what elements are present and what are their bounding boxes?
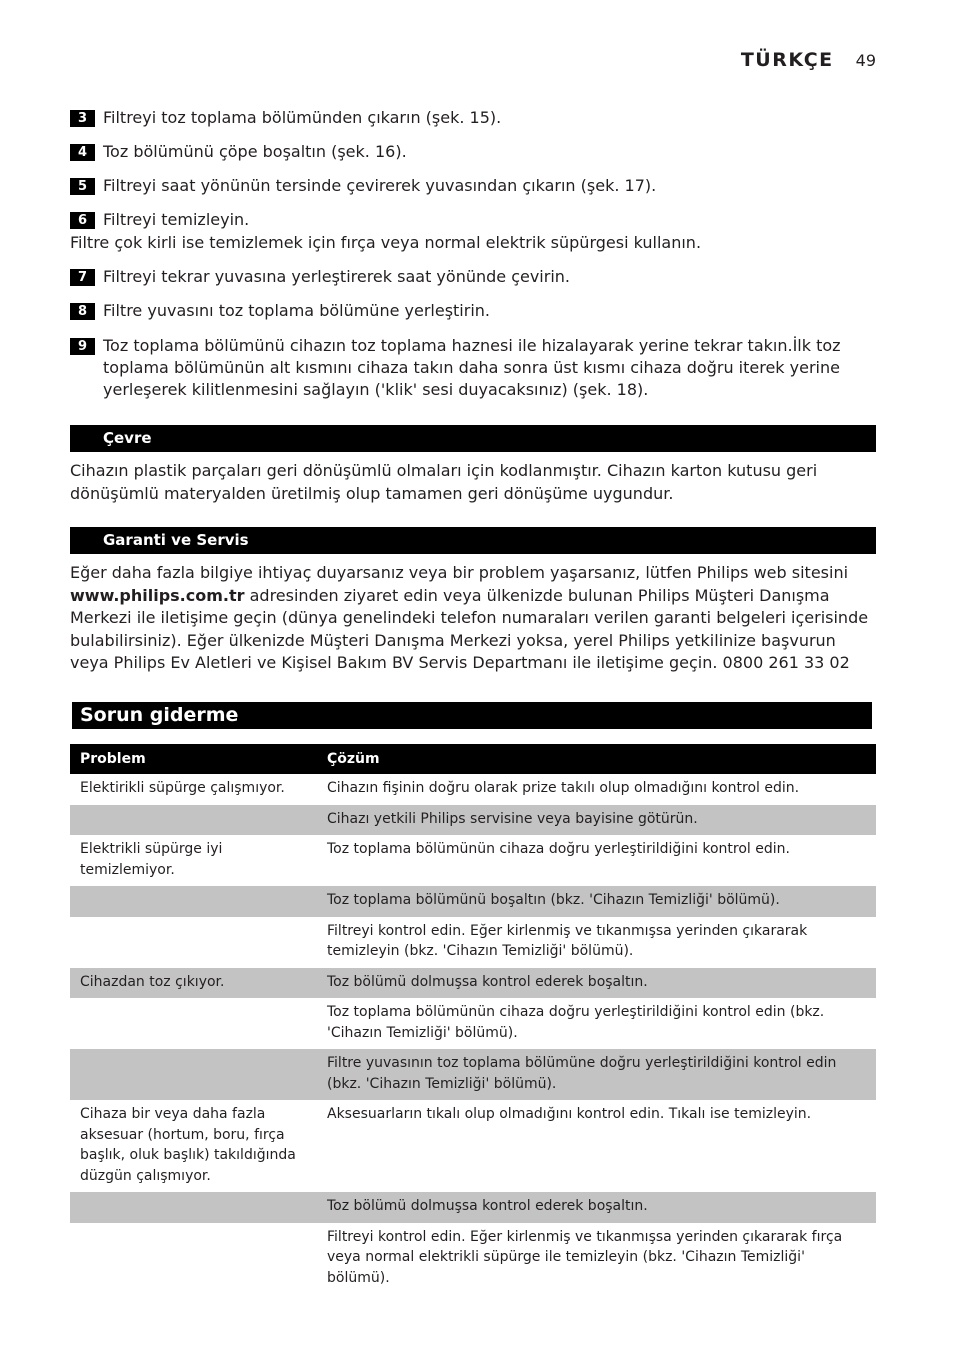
step-number-badge: 5 <box>70 178 95 195</box>
table-row <box>70 1100 876 1192</box>
column-header-solution: Çözüm <box>317 744 876 774</box>
step-text: Filtreyi tekrar yuvasına yerleştirerek saat yönünde çevirin. <box>103 267 570 286</box>
step-text: Filtreyi saat yönünün tersinde çevirerek yuvasından çıkarın (şek. 17). <box>103 176 657 195</box>
step-number-badge: 3 <box>70 110 95 127</box>
step-4 <box>70 141 876 163</box>
step-3 <box>70 107 876 129</box>
section-heading-garanti: Garanti ve Servis <box>70 527 876 554</box>
cevre-paragraph: Cihazın plastik parçaları geri dönüşümlü olmaları için kodlanmıştır. Cihazın karton kutusu geri dönüşümlü materyalden üretilmiş olup tamamen geri dönüşüme uygundur. <box>70 461 818 503</box>
solution-cell: Toz toplama bölümünün cihaza doğru yerleştirildiğini kontrol edin. <box>327 841 790 857</box>
step-5 <box>70 175 876 197</box>
solution-cell: Toz toplama bölümünü boşaltın (bkz. 'Cihazın Temizliği' bölümü). <box>317 886 876 917</box>
step-number-badge: 6 <box>70 212 95 229</box>
column-header-problem: Problem <box>70 744 317 774</box>
table-row <box>70 835 876 886</box>
table-row <box>70 917 876 968</box>
problem-cell: Elektrikli süpürge iyi temizlemiyor. <box>80 841 223 878</box>
problem-cell: Cihazdan toz çıkıyor. <box>70 968 317 999</box>
garanti-text-after: adresinden ziyaret edin veya ülkenizde bulunan Philips Müşteri Danışma Merkezi ile iletişime geçin (dünya genelindeki telefon numaraları verilen garanti belgeleri içerisinde bulabilirsiniz). Eğer ülkenizde Müşteri Danışma Merkezi yoksa, yerel Philips yetkilinize başvurun veya Philips Ev Aletleri ve Kişisel Bakım BV Servis Departmanı ile iletişime geçin. 0800 261 33 02 <box>70 585 869 673</box>
solution-cell: Filtre yuvasının toz toplama bölümüne doğru yerleştirildiğini kontrol edin (bkz. 'Cihazın Temizliği' bölümü). <box>317 1049 876 1100</box>
section-heading-cevre: Çevre <box>70 425 876 452</box>
section-heading-sorun-giderme: Sorun giderme <box>72 702 872 729</box>
philips-website-link[interactable]: www.philips.com.tr <box>70 585 245 605</box>
problem-cell: Cihaza bir veya daha fazla aksesuar (hortum, boru, fırça başlık, oluk başlık) takıldığında düzgün çalışmıyor. <box>80 1106 296 1184</box>
step-7 <box>70 266 876 288</box>
step-number-badge: 7 <box>70 269 95 286</box>
table-row <box>70 805 876 836</box>
solution-cell: Toz bölümü dolmuşsa kontrol ederek boşaltın. <box>317 968 876 999</box>
table-row <box>70 886 876 917</box>
solution-cell: Cihazın fişinin doğru olarak prize takılı olup olmadığını kontrol edin. <box>327 780 800 796</box>
solution-cell: Cihazı yetkili Philips servisine veya bayisine götürün. <box>317 805 876 836</box>
solution-cell: Filtreyi kontrol edin. Eğer kirlenmiş ve tıkanmışsa yerinden çıkararak fırça veya normal elektrikli süpürge ile temizleyin (bkz. 'Cihazın Temizliği' bölümü). <box>327 1228 843 1286</box>
table-header-row <box>70 744 876 774</box>
problem-cell <box>70 1192 317 1223</box>
table-row <box>70 968 876 999</box>
solution-cell: Filtreyi kontrol edin. Eğer kirlenmiş ve tıkanmışsa yerinden çıkararak temizleyin (bkz. 'Cihazın Temizliği' bölümü). <box>327 922 808 959</box>
step-text: Filtreyi temizleyin. <box>103 210 250 229</box>
step-6-note: Filtre çok kirli ise temizlemek için fırça veya normal elektrik süpürgesi kullanın. <box>70 233 702 252</box>
step-number-badge: 9 <box>70 338 95 355</box>
problem-cell <box>70 1049 317 1100</box>
page-number: 49 <box>855 51 876 70</box>
problem-cell <box>70 805 317 836</box>
step-text: Toz toplama bölümünü cihazın toz toplama haznesi ile hizalayarak yerine tekrar takın.İlk toz toplama bölümünün alt kısmını cihaza takın daha sonra üst kısmı cihaza doğru iterek yerine yerleşerek kilitlenmesini sağlayın ('klik' sesi duyacaksınız) (şek. 18). <box>103 336 841 399</box>
troubleshooting-table <box>70 744 876 1294</box>
page-header <box>741 49 876 71</box>
step-text: Toz bölümünü çöpe boşaltın (şek. 16). <box>103 142 407 161</box>
step-9 <box>70 335 876 401</box>
problem-cell <box>70 886 317 917</box>
problem-cell: Elektirikli süpürge çalışmıyor. <box>80 780 285 796</box>
table-row <box>70 998 876 1049</box>
table-row <box>70 1223 876 1295</box>
garanti-paragraph <box>70 562 878 675</box>
solution-cell: Toz toplama bölümünün cihaza doğru yerleştirildiğini kontrol edin (bkz. 'Cihazın Temizliği' bölümü). <box>327 1004 825 1041</box>
garanti-text-before: Eğer daha fazla bilgiye ihtiyaç duyarsanız veya bir problem yaşarsanız, lütfen Philips web sitesini <box>70 563 849 582</box>
table-row <box>70 1049 876 1100</box>
solution-cell: Aksesuarların tıkalı olup olmadığını kontrol edin. Tıkalı ise temizleyin. <box>327 1106 812 1122</box>
step-number-badge: 8 <box>70 303 95 320</box>
table-row <box>70 774 876 805</box>
step-number-badge: 4 <box>70 144 95 161</box>
table-row <box>70 1192 876 1223</box>
problem-cell <box>70 917 317 968</box>
language-label: TÜRKÇE <box>740 49 834 71</box>
step-6 <box>70 209 876 231</box>
problem-cell <box>70 998 317 1049</box>
step-text: Filtreyi toz toplama bölümünden çıkarın (şek. 15). <box>103 108 502 127</box>
step-text: Filtre yuvasını toz toplama bölümüne yerleştirin. <box>103 301 490 320</box>
step-8 <box>70 300 876 322</box>
solution-cell: Toz bölümü dolmuşsa kontrol ederek boşaltın. <box>317 1192 876 1223</box>
problem-cell <box>70 1223 317 1295</box>
